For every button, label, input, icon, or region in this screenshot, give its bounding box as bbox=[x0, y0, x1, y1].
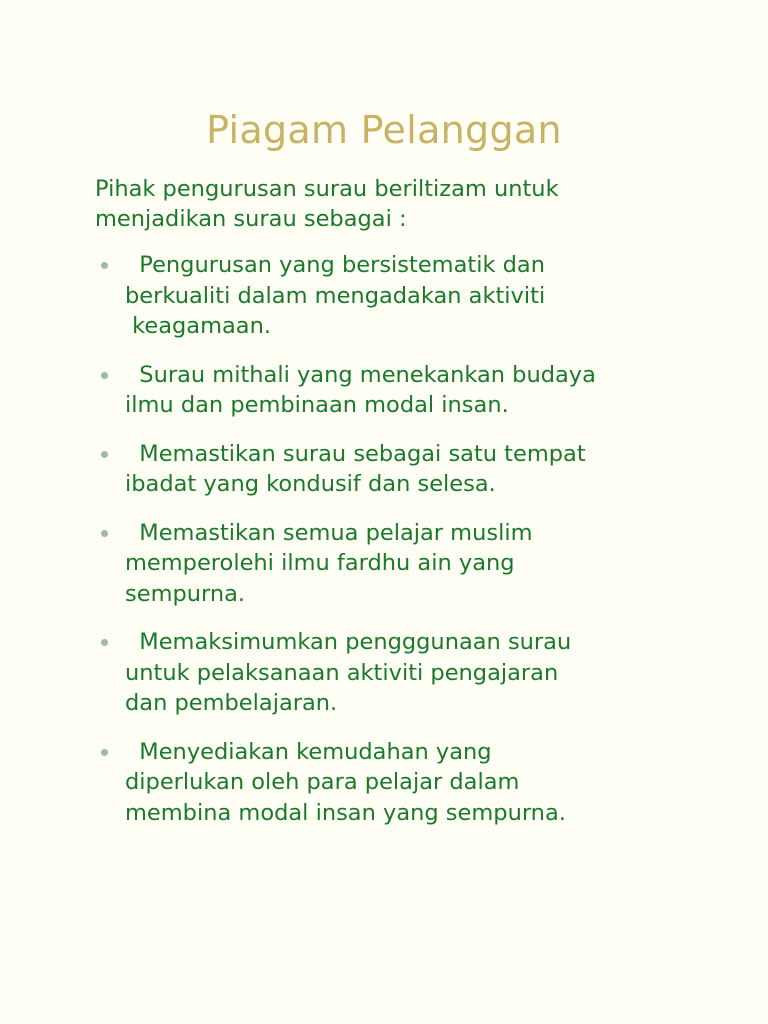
item-line: berkualiti dalam mengadakan aktiviti bbox=[125, 282, 546, 309]
item-line: dan pembelajaran. bbox=[125, 690, 338, 716]
intro-paragraph bbox=[95, 174, 715, 234]
bullet-icon bbox=[101, 749, 108, 756]
item-line: Menyediakan kemudahan yang bbox=[125, 738, 492, 765]
item-line: untuk pelaksanaan aktiviti pengajaran bbox=[125, 659, 559, 686]
page-title: Piagam Pelanggan bbox=[206, 108, 562, 152]
item-line: keagamaan. bbox=[125, 313, 271, 339]
list-item bbox=[0, 627, 768, 719]
list-item bbox=[0, 737, 768, 829]
item-line: diperlukan oleh para pelajar dalam bbox=[125, 769, 520, 795]
item-line: Memastikan semua pelajar muslim bbox=[125, 519, 533, 546]
list-item bbox=[0, 439, 768, 500]
item-line: Memastikan surau sebagai satu tempat bbox=[125, 440, 586, 467]
item-line: memperolehi ilmu fardhu ain yang bbox=[125, 550, 515, 576]
list-item bbox=[0, 360, 768, 421]
item-line: Pengurusan yang bersistematik dan bbox=[125, 252, 545, 278]
bullet-icon bbox=[101, 262, 108, 269]
intro-line: menjadikan surau sebagai : bbox=[95, 206, 407, 232]
item-line: ilmu dan pembinaan modal insan. bbox=[125, 392, 509, 418]
bullet-icon bbox=[101, 451, 108, 458]
item-line: sempurna. bbox=[125, 580, 246, 607]
list-item bbox=[0, 250, 768, 342]
bullet-icon bbox=[101, 639, 108, 646]
item-line: Surau mithali yang menekankan budaya bbox=[125, 361, 596, 388]
charter-list bbox=[0, 250, 768, 846]
item-line: Memaksimumkan pengggunaan surau bbox=[125, 629, 572, 655]
bullet-icon bbox=[101, 530, 108, 537]
intro-line: Pihak pengurusan surau beriltizam untuk bbox=[95, 176, 559, 202]
bullet-icon bbox=[101, 372, 108, 379]
item-line: membina modal insan yang sempurna. bbox=[125, 799, 566, 826]
item-line: ibadat yang kondusif dan selesa. bbox=[125, 471, 496, 497]
list-item bbox=[0, 518, 768, 610]
